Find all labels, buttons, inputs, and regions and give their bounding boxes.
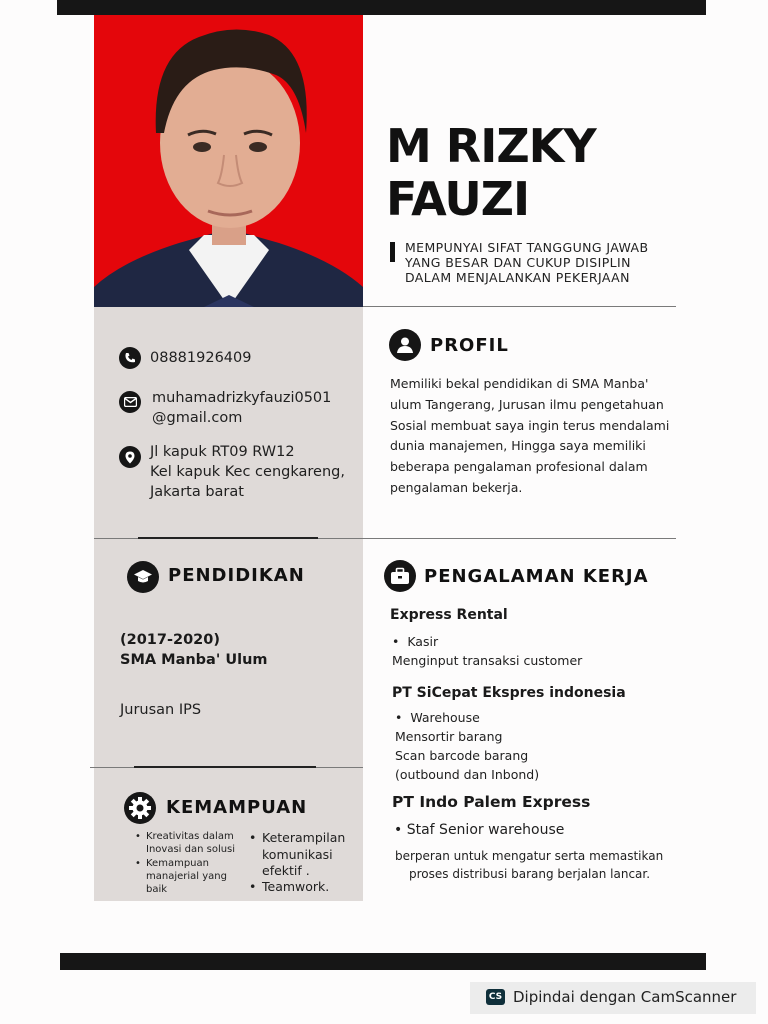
name-line-2: FAUZI <box>386 172 530 226</box>
education-major: Jurusan IPS <box>120 702 202 718</box>
phone-number: 08881926409 <box>150 350 252 366</box>
job-detail: Mensortir barang <box>395 729 503 744</box>
address <box>150 442 345 502</box>
name-heading <box>386 120 676 226</box>
bullet: • <box>135 858 141 869</box>
graduation-cap-icon <box>127 561 159 593</box>
education-school: SMA Manba' Ulum <box>120 652 268 668</box>
address-line-3: Jakarta barat <box>150 484 244 500</box>
job-detail: proses distribusi barang berjalan lancar. <box>409 867 651 881</box>
divider-accent <box>134 766 316 768</box>
email-line-1: muhamadrizkyfauzi0501 <box>152 390 332 406</box>
job-role: • Staf Senior warehouse <box>394 822 565 838</box>
top-bar <box>57 0 706 15</box>
tagline-accent <box>390 242 395 262</box>
job-role-text: Warehouse <box>410 710 480 725</box>
education-entry <box>120 630 268 670</box>
bullet: • <box>249 830 257 845</box>
job-detail: berperan untuk mengatur serta memastikan <box>395 849 664 863</box>
education-title: PENDIDIKAN <box>168 565 305 586</box>
briefcase-icon <box>384 560 416 592</box>
skill-text: Teamwork. <box>262 879 330 894</box>
tagline: MEMPUNYAI SIFAT TANGGUNG JAWAB YANG BESAR DAN CUKUP DISIPLIN DALAM MENJALANKAN PEKERJAAN <box>405 240 649 285</box>
email-address <box>152 388 331 428</box>
job-role: • Warehouse <box>395 710 480 725</box>
bottom-bar <box>60 953 706 970</box>
location-icon <box>119 446 141 468</box>
job-role-text: Staf Senior warehouse <box>406 822 565 838</box>
job-role-text: Kasir <box>407 634 439 649</box>
bullet: • <box>135 831 141 842</box>
user-icon <box>389 329 421 361</box>
job-detail: Menginput transaksi customer <box>392 653 583 668</box>
skill-item <box>249 830 356 880</box>
job-company: PT SiCepat Ekspres indonesia <box>392 685 626 701</box>
education-years: (2017-2020) <box>120 632 220 648</box>
skill-text: Kreativitas dalam Inovasi dan solusi <box>146 831 236 855</box>
skill-item <box>249 879 356 896</box>
gear-icon <box>124 792 156 824</box>
job-detail: (outbound dan Inbond) <box>395 767 540 782</box>
name-line-1: M RIZKY <box>386 119 596 173</box>
job-company: PT Indo Palem Express <box>392 793 591 811</box>
job-detail: Scan barcode barang <box>395 748 529 763</box>
skill-item <box>135 830 240 856</box>
profile-photo <box>94 15 363 307</box>
email-line-2: @gmail.com <box>152 410 243 426</box>
skills-title: KEMAMPUAN <box>166 797 308 818</box>
skill-text: Keterampilan komunikasi efektif . <box>262 830 346 878</box>
email-icon <box>119 391 141 413</box>
camscanner-logo: CS <box>486 989 505 1005</box>
skill-item <box>135 857 240 896</box>
scanner-text: Dipindai dengan CamScanner <box>513 988 737 1006</box>
profile-text: Memiliki bekal pendidikan di SMA Manba' ulum Tangerang, Jurusan ilmu pengetahuan Sosial membuat saya ingin terus mendalami dunia manajemen, Hingga saya memiliki beberapa pengalaman profesional dalam pengalaman bekerja. <box>390 376 670 495</box>
bullet: • <box>249 879 257 894</box>
phone-icon <box>119 347 141 369</box>
address-line-1: Jl kapuk RT09 RW12 <box>150 444 295 460</box>
skill-text: Kemampuan manajerial yang baik <box>146 858 227 895</box>
divider <box>363 306 676 307</box>
job-company: Express Rental <box>390 607 508 623</box>
divider-accent <box>138 537 318 539</box>
address-line-2: Kel kapuk Kec cengkareng, <box>150 464 345 480</box>
experience-title: PENGALAMAN KERJA <box>424 566 649 587</box>
profile-title: PROFIL <box>430 335 509 356</box>
job-role: • Kasir <box>392 634 439 649</box>
